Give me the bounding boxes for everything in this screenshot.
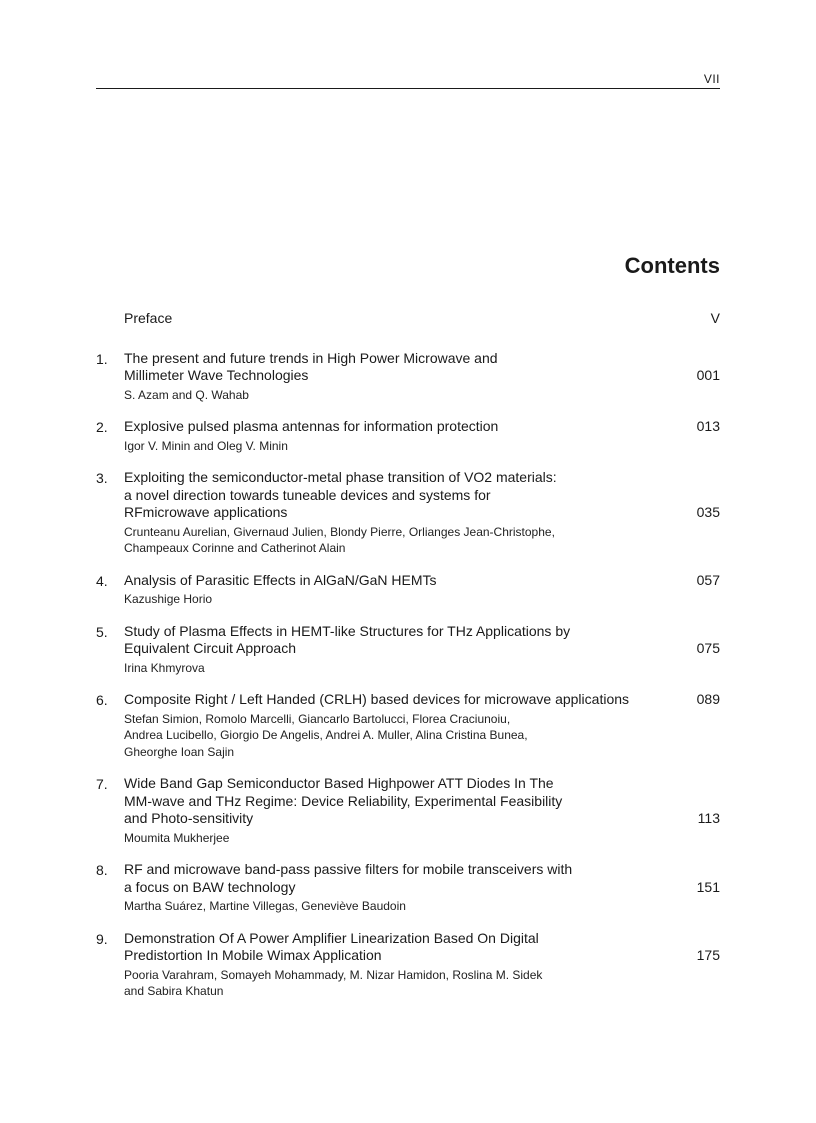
toc-entry-page: 035 [696,504,720,520]
toc-entry-number: 8. [96,862,108,878]
toc-entry-title: The present and future trends in High Power Microwave and Millimeter Wave Technologies [124,349,498,383]
toc-entry-number: 6. [96,692,108,708]
toc-entry[interactable] [96,775,720,846]
toc-entry-page: 075 [696,640,720,656]
toc-entry[interactable] [96,930,720,1000]
toc-entry-authors: Moumita Mukherjee [124,830,230,845]
toc-entry-number: 2. [96,419,108,435]
toc-entry-number: 5. [96,623,108,640]
toc-entry-page: 113 [697,810,720,826]
toc-entry-number: 9. [96,930,108,947]
toc-entry-title: Preface [124,310,173,326]
toc-entry-page: 013 [696,418,720,434]
toc-entry-number: 7. [96,776,108,792]
toc-entry-authors: Crunteanu Aurelian, Givernaud Julien, Blondy Pierre, Orlianges Jean-Christophe, Champeaux Corinne and Catherinot Alain [124,524,555,555]
toc-entry-page: 175 [696,947,720,963]
toc-entry[interactable] [96,350,720,404]
toc-entry-title: Explosive pulsed plasma antennas for information protection [124,418,499,434]
toc-entry[interactable] [96,691,720,760]
table-of-contents [96,310,720,1000]
toc-entry-authors: S. Azam and Q. Wahab [124,387,249,402]
toc-entry[interactable] [96,418,720,454]
toc-entry-page: 151 [696,878,720,895]
toc-entry-authors: Igor V. Minin and Oleg V. Minin [124,438,288,453]
toc-entry-title: Demonstration Of A Power Amplifier Linearization Based On Digital Predistortion In Mobile Wimax Application [124,929,539,963]
header-rule [96,88,720,89]
toc-entry-page: 001 [696,367,720,383]
toc-entry-page: 057 [696,571,720,588]
toc-entry-authors: Kazushige Horio [124,592,213,606]
toc-entry-authors: Irina Khmyrova [124,660,205,675]
toc-entry-authors: Pooria Varahram, Somayeh Mohammady, M. Nizar Hamidon, Roslina M. Sidek and Sabira Khatun [124,967,543,998]
toc-entry-title: Analysis of Parasitic Effects in AlGaN/GaN HEMTs [124,571,437,588]
toc-entry-number: 4. [96,572,108,589]
toc-entry-authors: Martha Suárez, Martine Villegas, Geneviève Baudoin [124,899,406,913]
toc-entry-authors: Stefan Simion, Romolo Marcelli, Giancarlo Bartolucci, Florea Craciunoiu, Andrea Lucibello, Giorgio De Angelis, Andrei A. Muller, Alina Cristina Bunea, Gheorghe Ioan Sajin [124,711,528,759]
toc-entry-page: 089 [696,691,720,707]
toc-entry-title: Study of Plasma Effects in HEMT-like Structures for THz Applications by Equivalent Circuit Approach [124,622,571,656]
toc-entry-page: V [710,310,720,326]
contents-title: Contents [624,253,720,278]
toc-entry[interactable] [96,861,720,915]
page-number: VII [703,72,720,86]
toc-entry[interactable] [96,623,720,677]
toc-entry-number: 3. [96,470,108,486]
toc-entry-preface[interactable] [96,310,720,328]
toc-entry-title: Exploiting the semiconductor-metal phase transition of VO2 materials: a novel direction towards tuneable devices and systems for RFmicrowave applications [124,469,557,520]
toc-entry-title: Composite Right / Left Handed (CRLH) based devices for microwave applications [124,691,630,707]
toc-entry-title: RF and microwave band-pass passive filters for mobile transceivers with a focus on BAW technology [124,861,573,895]
toc-entry[interactable] [96,572,720,608]
toc-entry-number: 1. [96,350,108,367]
toc-entry-title: Wide Band Gap Semiconductor Based Highpower ATT Diodes In The MM-wave and THz Regime: Device Reliability, Experimental Feasibility and Photo-sensitivity [124,775,563,826]
toc-entry[interactable] [96,469,720,557]
